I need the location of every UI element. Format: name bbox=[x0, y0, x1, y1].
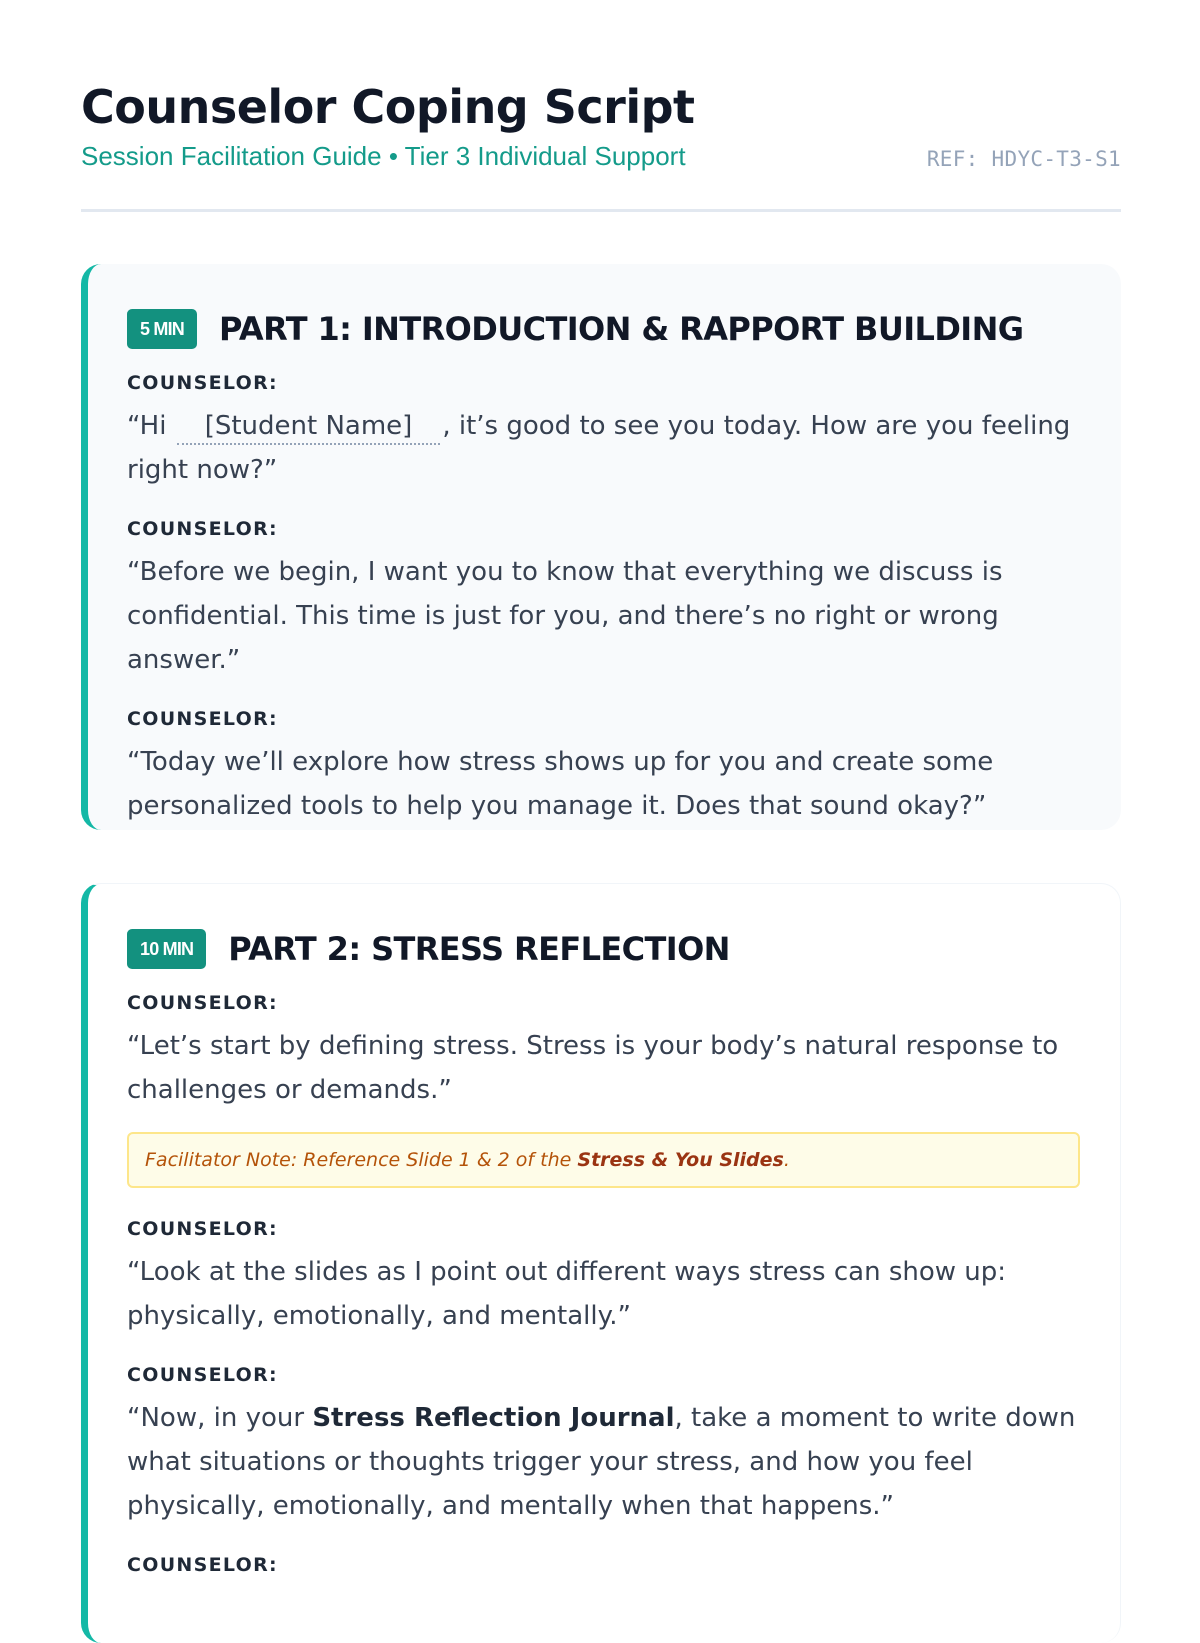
section-part-2 bbox=[81, 883, 1121, 1643]
time-badge: 10 MIN bbox=[127, 929, 206, 969]
page-subtitle: Session Facilitation Guide • Tier 3 Individual Support bbox=[81, 141, 686, 171]
speaker-label: COUNSELOR: bbox=[127, 1364, 278, 1386]
speaker-label: COUNSELOR: bbox=[127, 1218, 278, 1240]
section-header bbox=[127, 928, 1080, 970]
dialogue-line: “Look at the slides as I point out different ways stress can show up: physically, emotionally, and mentally.” bbox=[127, 1257, 1007, 1331]
speaker-label: COUNSELOR: bbox=[127, 708, 278, 730]
speaker-label: COUNSELOR: bbox=[127, 992, 278, 1014]
dialogue-line bbox=[127, 1396, 1080, 1528]
dialogue-line: “Let’s start by defining stress. Stress is your body’s natural response to challenges or demands.” bbox=[127, 1031, 1059, 1105]
dialogue-text: , it’s good to see you today. How are you feeling right now?” bbox=[127, 411, 1071, 485]
student-name-blank: [Student Name] bbox=[177, 409, 441, 445]
section-part-1 bbox=[81, 264, 1121, 830]
dialogue-line bbox=[127, 404, 1081, 492]
speaker-label: COUNSELOR: bbox=[127, 372, 278, 394]
reference-code: REF: HDYC-T3-S1 bbox=[926, 147, 1121, 171]
speaker-label: COUNSELOR: bbox=[127, 518, 278, 540]
dialogue-text: “Now, in your bbox=[127, 1403, 305, 1433]
dialogue-text: “Hi bbox=[127, 411, 167, 441]
document-page bbox=[81, 0, 1121, 1576]
section-title: PART 1: INTRODUCTION & RAPPORT BUILDING bbox=[219, 310, 1024, 348]
time-badge: 5 MIN bbox=[127, 309, 197, 349]
dialogue-text: , take a moment to write down what situations or thoughts trigger your stress, and how you feel physically, emotionally, and mentally when that happens.” bbox=[127, 1403, 1076, 1521]
section-title: PART 2: STRESS REFLECTION bbox=[228, 930, 730, 968]
note-text-end: . bbox=[783, 1149, 790, 1171]
speaker-label: COUNSELOR: bbox=[127, 1554, 278, 1576]
page-title: Counselor Coping Script bbox=[81, 80, 695, 134]
document-header bbox=[81, 0, 1121, 212]
note-text: Facilitator Note: Reference Slide 1 & 2 of the bbox=[145, 1149, 572, 1171]
note-slides-name: Stress & You Slides bbox=[577, 1149, 784, 1171]
dialogue-line: “Before we begin, I want you to know that everything we discuss is confidential. This time is just for you, and there’s no right or wrong answer.” bbox=[127, 557, 1003, 675]
dialogue-line: “Today we’ll explore how stress shows up for you and create some personalized tools to help you manage it. Does that sound okay?” bbox=[127, 747, 994, 821]
facilitator-note bbox=[127, 1132, 1080, 1188]
section-header bbox=[127, 308, 1081, 350]
journal-name: Stress Reflection Journal bbox=[312, 1403, 675, 1433]
